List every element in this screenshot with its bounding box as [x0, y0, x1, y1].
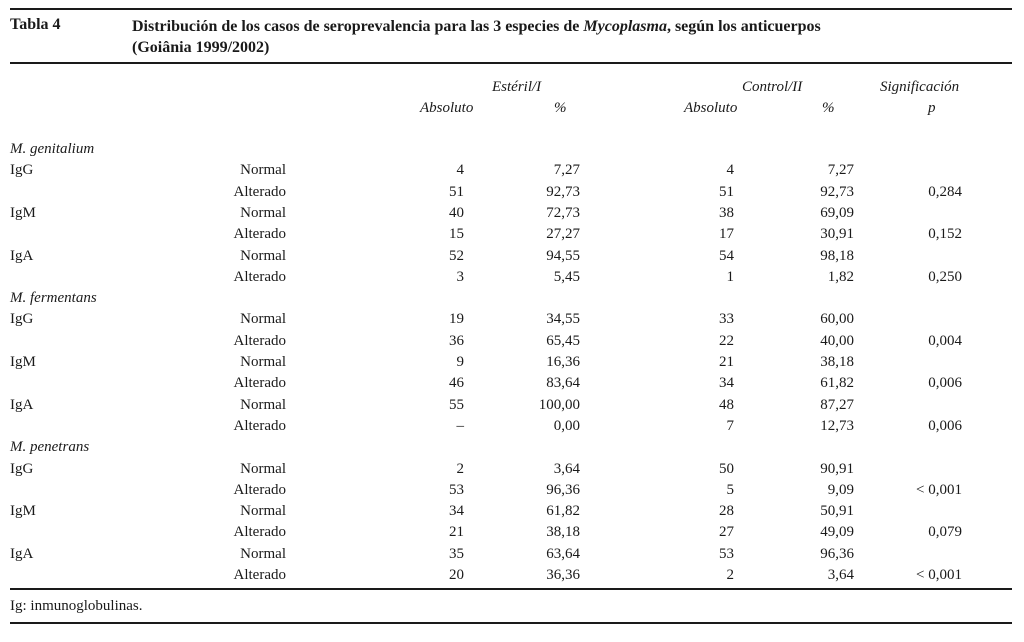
absoluto-1-cell: 21	[449, 524, 464, 541]
p-value-cell	[880, 246, 962, 266]
absoluto-1-cell: –	[456, 417, 464, 434]
absoluto-1-cell: 52	[449, 247, 464, 264]
header-absoluto-2: Absoluto	[684, 100, 738, 116]
ig-cell: IgM	[10, 354, 36, 370]
p-value-cell: 0,079	[928, 524, 962, 541]
absoluto-1-cell: 3	[456, 268, 464, 285]
pct-2-cell: 60,00	[820, 311, 854, 328]
title-end: , según los anticuerpos	[666, 18, 821, 35]
top-rule	[10, 8, 1012, 10]
absoluto-2-cell: 51	[719, 183, 734, 200]
ig-cell	[10, 331, 70, 351]
pct-2-cell: 92,73	[820, 183, 854, 200]
pct-1-cell: 94,55	[546, 247, 580, 264]
p-value-cell: < 0,001	[916, 481, 962, 498]
table-title	[132, 16, 992, 58]
p-value-cell	[880, 160, 962, 180]
pct-2-cell: 96,36	[820, 545, 854, 562]
absoluto-1-cell: 2	[456, 460, 464, 477]
table-label: Tabla 4	[10, 16, 61, 33]
status-cell: Alterado	[233, 524, 286, 541]
ig-cell: IgM	[10, 204, 36, 221]
pct-1-cell: 72,73	[546, 204, 580, 221]
pct-1-cell: 96,36	[546, 481, 580, 498]
pct-1-cell: 83,64	[546, 375, 580, 392]
status-cell: Alterado	[233, 481, 286, 498]
absoluto-2-cell: 27	[719, 524, 734, 541]
absoluto-2-cell: 28	[719, 503, 734, 520]
pct-1-cell: 63,64	[546, 545, 580, 562]
pct-1-cell: 61,82	[546, 503, 580, 520]
pct-1-cell: 38,18	[546, 524, 580, 541]
status-cell: Normal	[240, 354, 286, 370]
status-cell: Normal	[240, 503, 286, 520]
absoluto-1-cell: 4	[456, 162, 464, 179]
absoluto-1-cell: 9	[456, 354, 464, 370]
p-value-cell	[880, 544, 962, 564]
header-absoluto-1: Absoluto	[420, 100, 474, 116]
status-cell: Alterado	[233, 567, 286, 583]
ig-cell	[10, 416, 70, 436]
header-pct-2: %	[822, 100, 835, 116]
header-rule	[10, 62, 1012, 64]
p-value-cell	[880, 352, 962, 372]
absoluto-2-cell: 21	[719, 354, 734, 370]
pct-2-cell: 69,09	[820, 204, 854, 221]
ig-cell: IgA	[10, 545, 34, 562]
absoluto-2-cell: 17	[719, 226, 734, 243]
species-heading: M. genitalium	[10, 141, 95, 157]
absoluto-1-cell: 19	[449, 311, 464, 328]
absoluto-1-cell: 20	[449, 567, 464, 583]
ig-cell: IgG	[10, 460, 34, 477]
status-cell: Normal	[240, 396, 286, 413]
absoluto-1-cell: 34	[449, 503, 464, 520]
absoluto-2-cell: 38	[719, 204, 734, 221]
pct-2-cell: 61,82	[820, 375, 854, 392]
status-cell: Normal	[240, 460, 286, 477]
absoluto-2-cell: 54	[719, 247, 734, 264]
status-cell: Normal	[240, 204, 286, 221]
p-value-cell: 0,006	[928, 375, 962, 392]
header-pct-1: %	[554, 100, 567, 116]
ig-cell: IgG	[10, 162, 34, 179]
header-significance: Significación	[880, 79, 960, 95]
pct-1-cell: 3,64	[553, 460, 580, 477]
absoluto-2-cell: 5	[726, 481, 734, 498]
absoluto-2-cell: 4	[726, 162, 734, 179]
pct-2-cell: 7,27	[827, 162, 854, 179]
pct-1-cell: 27,27	[546, 226, 580, 243]
ig-cell: IgM	[10, 503, 36, 520]
pct-2-cell: 12,73	[820, 417, 854, 434]
absoluto-2-cell: 22	[719, 332, 734, 349]
status-cell: Alterado	[233, 226, 286, 243]
absoluto-2-cell: 1	[726, 268, 734, 285]
absoluto-1-cell: 36	[449, 332, 464, 349]
pct-2-cell: 87,27	[820, 396, 854, 413]
pct-2-cell: 49,09	[820, 524, 854, 541]
bottom-rule	[10, 588, 1012, 590]
header-group-esteril: Estéril/I	[492, 79, 542, 95]
ig-cell: IgG	[10, 311, 34, 328]
pct-1-cell: 7,27	[553, 162, 580, 179]
absoluto-2-cell: 34	[719, 375, 734, 392]
ig-cell: IgA	[10, 247, 34, 264]
title-main: Distribución de los casos de seroprevalencia para las 3 especies de	[132, 18, 584, 35]
absoluto-2-cell: 53	[719, 545, 734, 562]
ig-cell	[10, 565, 70, 585]
header-group-control: Control/II	[742, 79, 803, 95]
p-value-cell: 0,006	[928, 417, 962, 434]
pct-2-cell: 1,82	[827, 268, 854, 285]
pct-2-cell: 30,91	[820, 226, 854, 243]
p-value-cell	[880, 459, 962, 479]
pct-2-cell: 98,18	[820, 247, 854, 264]
absoluto-1-cell: 51	[449, 183, 464, 200]
pct-2-cell: 9,09	[827, 481, 854, 498]
status-cell: Alterado	[233, 375, 286, 392]
pct-1-cell: 36,36	[546, 567, 580, 583]
p-value-cell: 0,152	[928, 226, 962, 243]
pct-1-cell: 34,55	[546, 311, 580, 328]
p-value-cell	[880, 395, 962, 415]
ig-cell: IgA	[10, 396, 34, 413]
status-cell: Alterado	[233, 268, 286, 285]
ig-cell	[10, 522, 70, 542]
absoluto-2-cell: 48	[719, 396, 734, 413]
status-cell: Normal	[240, 311, 286, 328]
absoluto-1-cell: 55	[449, 396, 464, 413]
pct-1-cell: 5,45	[553, 268, 580, 285]
absoluto-2-cell: 33	[719, 311, 734, 328]
pct-1-cell: 65,45	[546, 332, 580, 349]
ig-cell	[10, 224, 70, 244]
pct-2-cell: 50,91	[820, 503, 854, 520]
ig-cell	[10, 182, 70, 202]
p-value-cell	[880, 309, 962, 329]
title-line2: (Goiânia 1999/2002)	[132, 39, 270, 56]
pct-2-cell: 90,91	[820, 460, 854, 477]
pct-2-cell: 3,64	[827, 567, 854, 583]
title-species: Mycoplasma	[583, 18, 667, 35]
ig-cell	[10, 267, 70, 287]
species-heading: M. fermentans	[10, 290, 97, 307]
absoluto-2-cell: 50	[719, 460, 734, 477]
pct-1-cell: 16,36	[546, 354, 580, 370]
p-value-cell: 0,004	[928, 332, 962, 349]
p-value-cell: < 0,001	[916, 567, 962, 583]
absoluto-2-cell: 2	[726, 567, 734, 583]
footer-rule	[10, 622, 1012, 624]
status-cell: Normal	[240, 247, 286, 264]
p-value-cell	[880, 203, 962, 223]
absoluto-1-cell: 15	[449, 226, 464, 243]
absoluto-1-cell: 35	[449, 545, 464, 562]
pct-2-cell: 38,18	[820, 354, 854, 370]
p-value-cell	[880, 501, 962, 521]
pct-2-cell: 40,00	[820, 332, 854, 349]
ig-cell	[10, 480, 70, 500]
status-cell: Alterado	[233, 183, 286, 200]
status-cell: Normal	[240, 162, 286, 179]
absoluto-1-cell: 46	[449, 375, 464, 392]
absoluto-1-cell: 40	[449, 204, 464, 221]
pct-1-cell: 0,00	[553, 417, 580, 434]
footnote: Ig: inmunoglobulinas.	[10, 598, 143, 614]
header-p: p	[928, 100, 936, 116]
status-cell: Alterado	[233, 332, 286, 349]
p-value-cell: 0,250	[928, 268, 962, 285]
status-cell: Alterado	[233, 417, 286, 434]
ig-cell	[10, 373, 70, 393]
absoluto-1-cell: 53	[449, 481, 464, 498]
p-value-cell: 0,284	[928, 183, 962, 200]
pct-1-cell: 100,00	[538, 396, 580, 413]
species-heading: M. penetrans	[10, 439, 90, 456]
status-cell: Normal	[240, 545, 286, 562]
pct-1-cell: 92,73	[546, 183, 580, 200]
absoluto-2-cell: 7	[726, 417, 734, 434]
